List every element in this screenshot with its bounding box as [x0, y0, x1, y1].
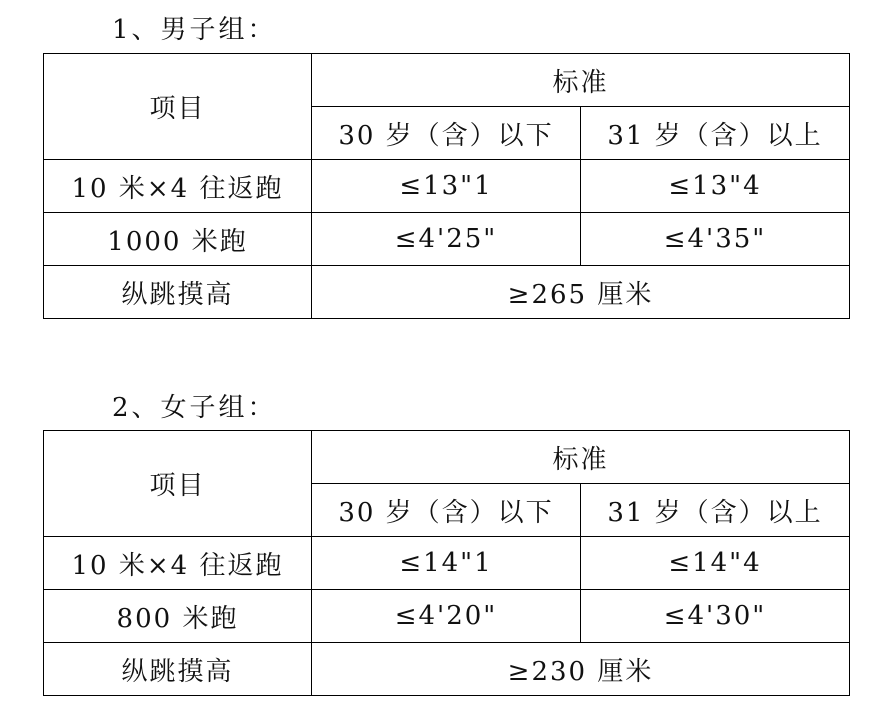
table-header-row: [44, 431, 850, 484]
value-cell: ≤4'20": [312, 590, 581, 643]
table-header-row: [44, 54, 850, 107]
header-item-cell: 项目: [44, 431, 312, 537]
item-cell: 10 米×4 往返跑: [44, 160, 312, 213]
header-age-over-31-cell: 31 岁（含）以上: [581, 484, 850, 537]
table-row: [44, 537, 850, 590]
value-cell: ≤14"1: [312, 537, 581, 590]
item-cell: 10 米×4 往返跑: [44, 537, 312, 590]
standards-table-male: [43, 53, 850, 319]
value-cell: ≥265 厘米: [312, 266, 850, 319]
header-age-under-30-cell: 30 岁（含）以下: [312, 107, 581, 160]
section-heading-female: 2、女子组：: [112, 393, 277, 423]
standards-table-female: [43, 430, 850, 696]
item-cell: 纵跳摸高: [44, 643, 312, 696]
value-cell: ≤4'30": [581, 590, 850, 643]
header-age-under-30-cell: 30 岁（含）以下: [312, 484, 581, 537]
header-standard-cell: 标准: [312, 431, 850, 484]
header-standard-cell: 标准: [312, 54, 850, 107]
table-row: [44, 266, 850, 319]
item-cell: 800 米跑: [44, 590, 312, 643]
header-item-cell: 项目: [44, 54, 312, 160]
item-cell: 纵跳摸高: [44, 266, 312, 319]
value-cell: ≤13"4: [581, 160, 850, 213]
value-cell: ≥230 厘米: [312, 643, 850, 696]
table-row: [44, 590, 850, 643]
value-cell: ≤4'35": [581, 213, 850, 266]
table-row: [44, 213, 850, 266]
section-heading-male: 1、男子组：: [112, 15, 277, 45]
value-cell: ≤14"4: [581, 537, 850, 590]
item-cell: 1000 米跑: [44, 213, 312, 266]
value-cell: ≤4'25": [312, 213, 581, 266]
table-row: [44, 160, 850, 213]
value-cell: ≤13"1: [312, 160, 581, 213]
table-row: [44, 643, 850, 696]
header-age-over-31-cell: 31 岁（含）以上: [581, 107, 850, 160]
